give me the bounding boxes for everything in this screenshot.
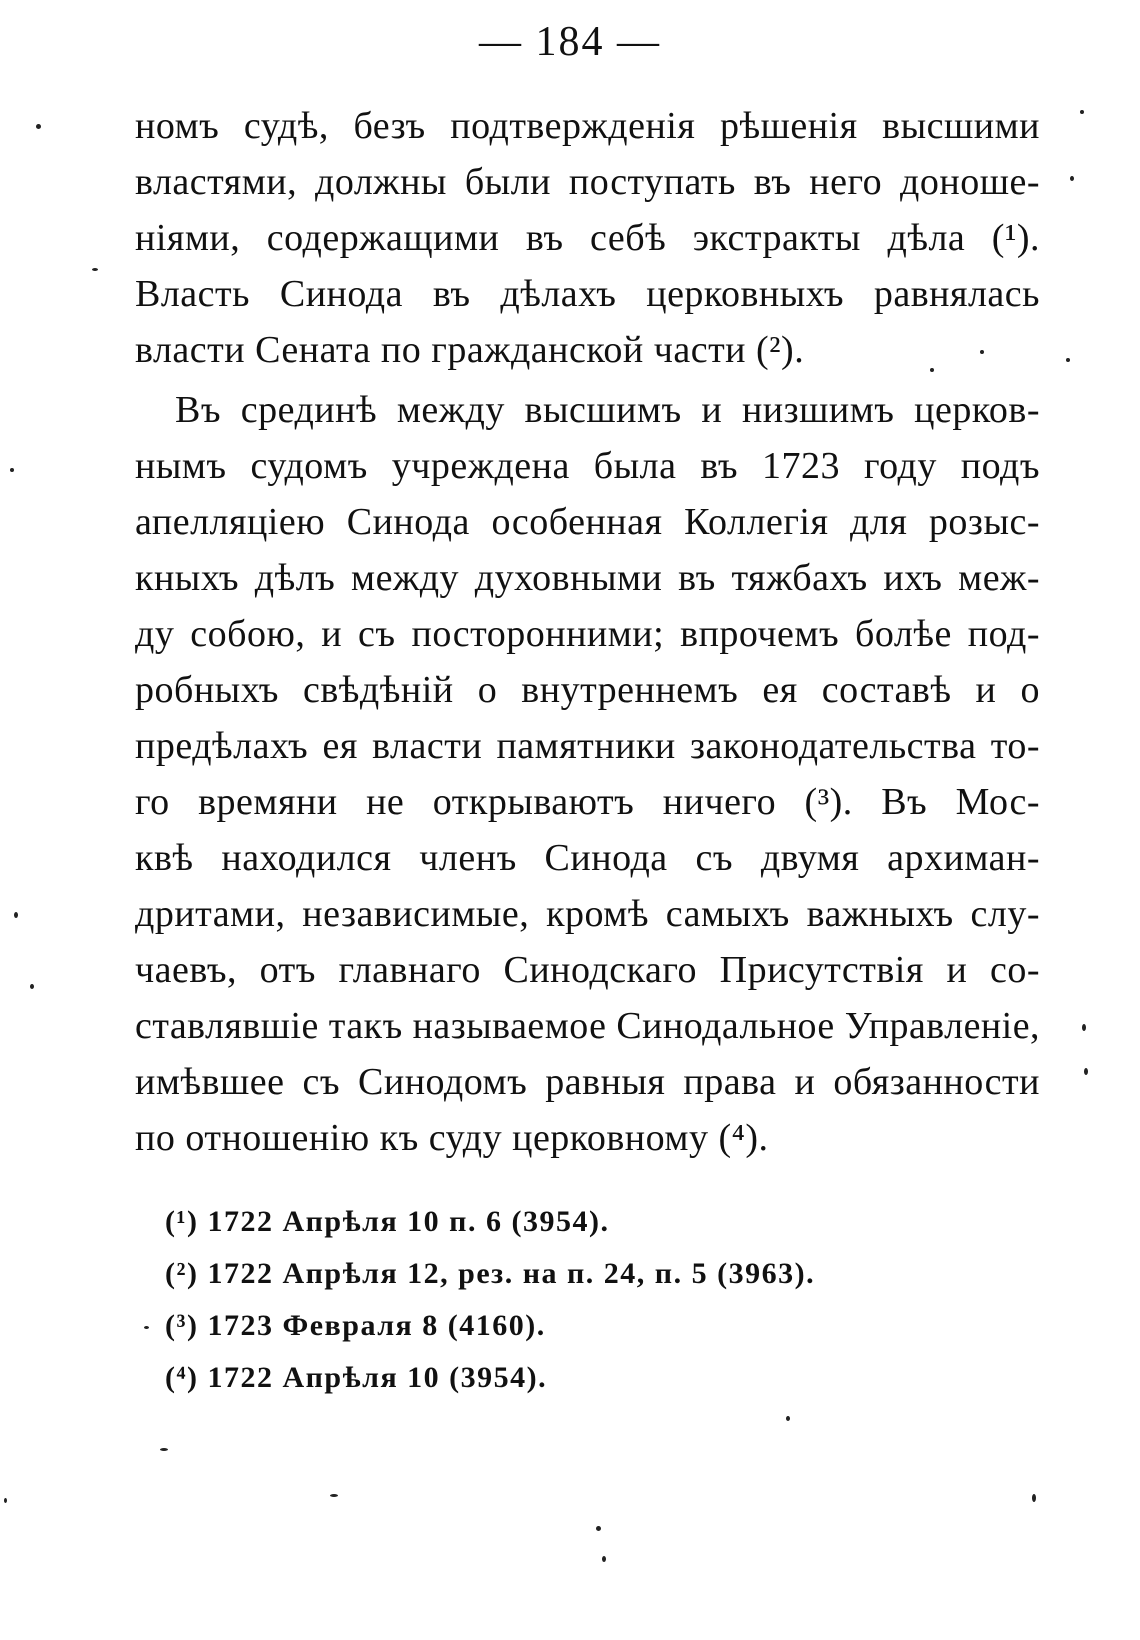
scan-speck bbox=[786, 1416, 790, 1421]
scan-speck bbox=[92, 268, 98, 271]
scan-speck bbox=[14, 912, 18, 918]
text-line-19: по отношенію къ суду церковному (⁴). bbox=[135, 1117, 769, 1159]
text-line-2: властями, должны были поступать въ него доноше- bbox=[135, 161, 1040, 203]
scan-speck bbox=[36, 124, 41, 129]
scan-speck bbox=[330, 1494, 338, 1497]
text-line-3: ніями, содержащими въ себѣ экстракты дѣла (¹). bbox=[135, 217, 1040, 259]
scan-speck bbox=[1080, 110, 1084, 114]
footnote-2: (²) 1722 Апрѣля 12, рез. на п. 24, п. 5 (3963). bbox=[165, 1257, 816, 1290]
scan-speck bbox=[1082, 1024, 1086, 1031]
text-line-17: ставлявшіе такъ называемое Синодальное Управленіе, bbox=[135, 1005, 1041, 1047]
scan-speck bbox=[1084, 1068, 1088, 1075]
scan-speck bbox=[1066, 358, 1070, 362]
footnote-3: (³) 1723 Февраля 8 (4160). bbox=[165, 1309, 546, 1342]
text-line-15: дритами, независимые, кромѣ самыхъ важныхъ слу- bbox=[135, 893, 1040, 935]
scan-speck bbox=[1032, 1494, 1036, 1502]
text-line-7: нымъ судомъ учреждена была въ 1723 году подъ bbox=[135, 445, 1040, 487]
text-line-1: номъ судѣ, безъ подтвержденія рѣшенія высшими bbox=[135, 105, 1040, 147]
text-line-11: робныхъ свѣдѣній о внутреннемъ ея составѣ и о bbox=[135, 669, 1040, 711]
scan-speck bbox=[10, 468, 14, 472]
text-line-18: имѣвшее съ Синодомъ равныя права и обязанности bbox=[135, 1061, 1040, 1103]
footnote-4: (⁴) 1722 Апрѣля 10 (3954). bbox=[165, 1361, 548, 1394]
scan-speck bbox=[144, 1326, 149, 1329]
text-line-4: Власть Синода въ дѣлахъ церковныхъ равнялась bbox=[135, 273, 1040, 315]
scan-speck bbox=[930, 368, 934, 372]
text-line-6: Въ срединѣ между высшимъ и низшимъ церков- bbox=[175, 389, 1040, 431]
text-line-12: предѣлахъ ея власти памятники законодательства то- bbox=[135, 725, 1040, 767]
text-line-13: го времяни не открываютъ ничего (³). Въ Мос- bbox=[135, 781, 1040, 823]
text-line-16: чаевъ, отъ главнаго Синодскаго Присутствія и со- bbox=[135, 949, 1040, 991]
text-line-14: квѣ находился членъ Синода съ двумя архиман- bbox=[135, 837, 1040, 879]
page-number: — 184 — bbox=[479, 19, 661, 65]
text-line-10: ду собою, и съ посторонними; впрочемъ болѣе под- bbox=[135, 613, 1040, 655]
scan-speck bbox=[596, 1526, 601, 1531]
scan-speck bbox=[160, 1448, 168, 1451]
text-line-5: власти Сената по гражданской части (²). bbox=[135, 329, 805, 371]
text-line-8: апелляціею Синода особенная Коллегія для розыс- bbox=[135, 501, 1040, 543]
scan-speck bbox=[980, 350, 984, 354]
scan-speck bbox=[30, 984, 34, 989]
scan-speck bbox=[602, 1556, 606, 1562]
footnote-1: (¹) 1722 Апрѣля 10 п. 6 (3954). bbox=[165, 1205, 610, 1238]
scan-speck bbox=[1070, 176, 1074, 181]
scan-speck bbox=[4, 1498, 7, 1503]
text-line-9: кныхъ дѣлъ между духовными въ тяжбахъ ихъ меж- bbox=[135, 557, 1040, 599]
